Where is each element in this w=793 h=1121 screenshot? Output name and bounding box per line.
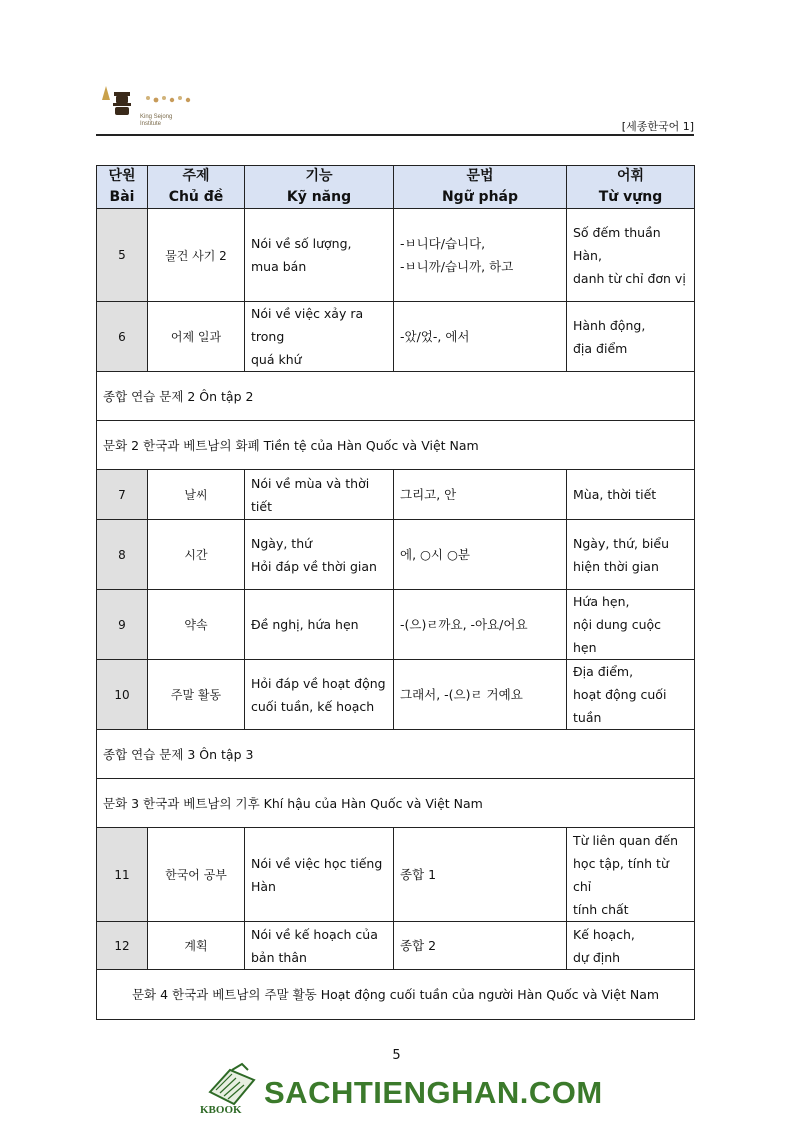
table-row — [97, 828, 695, 922]
unit-number: 10 — [97, 660, 148, 730]
unit-vocab: Ngày, thứ, biểu hiện thời gian — [567, 520, 695, 590]
unit-number: 6 — [97, 302, 148, 372]
unit-skill: Ngày, thứ Hỏi đáp về thời gian — [245, 520, 394, 590]
unit-number: 11 — [97, 828, 148, 922]
unit-vocab: Kế hoạch, dự định — [567, 922, 695, 970]
page-header — [96, 78, 694, 138]
unit-grammar: 종합 1 — [394, 828, 567, 922]
unit-skill: Nói về kế hoạch của bản thân — [245, 922, 394, 970]
unit-skill: Đề nghị, hứa hẹn — [245, 590, 394, 660]
table-row — [97, 470, 695, 520]
table-row — [97, 660, 695, 730]
unit-grammar: 에, ○시 ○분 — [394, 520, 567, 590]
col-header-grammar: 문법 Ngữ pháp — [394, 166, 567, 209]
unit-number: 7 — [97, 470, 148, 520]
unit-skill: Nói về số lượng, mua bán — [245, 209, 394, 302]
culture-row — [97, 421, 695, 470]
culture-row — [97, 779, 695, 828]
unit-number: 12 — [97, 922, 148, 970]
table-header-row — [97, 166, 695, 209]
unit-number: 5 — [97, 209, 148, 302]
unit-topic: 물건 사기 2 — [148, 209, 245, 302]
col-header-topic: 주제 Chủ đề — [148, 166, 245, 209]
book-title: [세종한국어 1] — [621, 120, 694, 133]
unit-topic: 시간 — [148, 520, 245, 590]
culture-label: 문화 2 한국과 베트남의 화폐 Tiền tệ của Hàn Quốc và Việt Nam — [97, 421, 695, 470]
curriculum-table — [96, 165, 695, 1020]
unit-grammar: 그리고, 안 — [394, 470, 567, 520]
table-row — [97, 590, 695, 660]
col-header-skill: 기능 Kỹ năng — [245, 166, 394, 209]
unit-skill: Nói về việc xảy ra trong quá khứ — [245, 302, 394, 372]
unit-topic: 계획 — [148, 922, 245, 970]
table-row — [97, 922, 695, 970]
site-name: SACHTIENGHAN.COM — [264, 1075, 603, 1110]
unit-grammar: 종합 2 — [394, 922, 567, 970]
col-header-vocab: 어휘 Từ vựng — [567, 166, 695, 209]
unit-grammar: -(으)ㄹ까요, -아요/어요 — [394, 590, 567, 660]
table-row — [97, 302, 695, 372]
unit-vocab: Hành động, địa điểm — [567, 302, 695, 372]
unit-skill: Nói về việc học tiếng Hàn — [245, 828, 394, 922]
col-header-unit: 단원 Bài — [97, 166, 148, 209]
unit-number: 8 — [97, 520, 148, 590]
review-row — [97, 730, 695, 779]
unit-grammar: -았/었-, 에서 — [394, 302, 567, 372]
footer-banner — [200, 1062, 610, 1120]
review-label: 종합 연습 문제 2 Ôn tập 2 — [97, 372, 695, 421]
unit-grammar: -ㅂ니다/습니다, -ㅂ니까/습니까, 하고 — [394, 209, 567, 302]
unit-vocab: Số đếm thuần Hàn, danh từ chỉ đơn vị — [567, 209, 695, 302]
unit-skill: Nói về mùa và thời tiết — [245, 470, 394, 520]
institute-sub: Institute — [140, 121, 162, 127]
unit-vocab: Mùa, thời tiết — [567, 470, 695, 520]
header-divider — [96, 134, 694, 136]
unit-topic: 주말 활동 — [148, 660, 245, 730]
culture-label: 문화 4 한국과 베트남의 주말 활동 Hoạt động cuối tuần của người Hàn Quốc và Việt Nam — [97, 970, 695, 1020]
institute-name: King Sejong — [140, 114, 173, 120]
unit-vocab: Địa điểm, hoạt động cuối tuần — [567, 660, 695, 730]
unit-topic: 날씨 — [148, 470, 245, 520]
unit-skill: Hỏi đáp về hoạt động cuối tuần, kế hoạch — [245, 660, 394, 730]
culture-label: 문화 3 한국과 베트남의 기후 Khí hậu của Hàn Quốc và Việt Nam — [97, 779, 695, 828]
unit-topic: 한국어 공부 — [148, 828, 245, 922]
table-row — [97, 209, 695, 302]
kbook-label: KBOOK — [200, 1104, 242, 1116]
unit-grammar: 그래서, -(으)ㄹ 거예요 — [394, 660, 567, 730]
unit-topic: 약속 — [148, 590, 245, 660]
unit-number: 9 — [97, 590, 148, 660]
culture-row — [97, 970, 695, 1020]
unit-topic: 어제 일과 — [148, 302, 245, 372]
unit-vocab: Hứa hẹn, nội dung cuộc hẹn — [567, 590, 695, 660]
review-row — [97, 372, 695, 421]
table-row — [97, 520, 695, 590]
page-number: 5 — [392, 1048, 401, 1063]
kbook-book-icon — [202, 1062, 262, 1106]
unit-vocab: Từ liên quan đến học tập, tính từ chỉ tính chất — [567, 828, 695, 922]
review-label: 종합 연습 문제 3 Ôn tập 3 — [97, 730, 695, 779]
king-sejong-institute-logo — [96, 78, 216, 134]
